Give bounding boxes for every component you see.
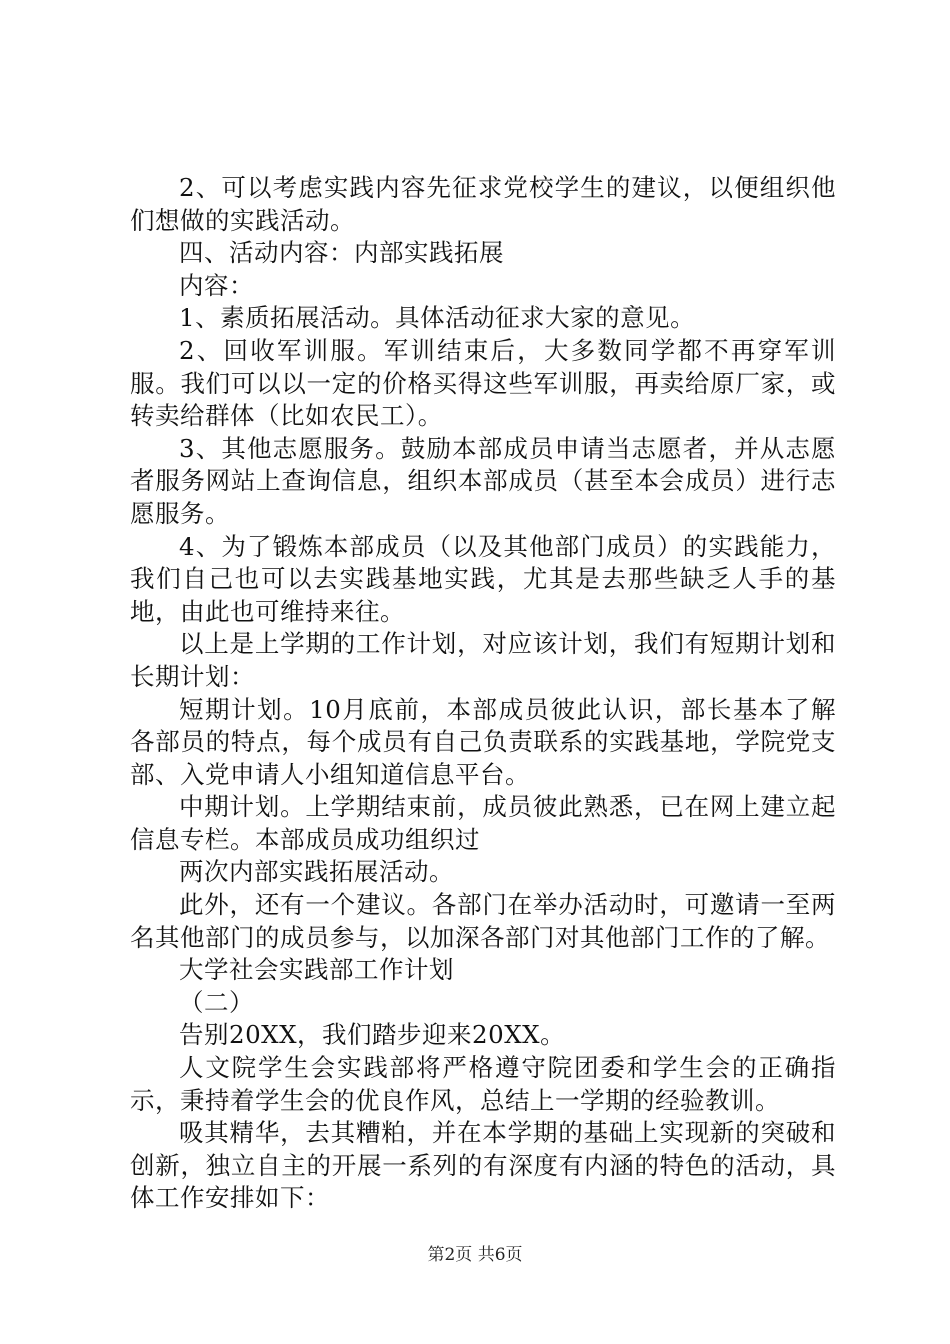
- paragraph-content-label: 内容：: [179, 270, 254, 300]
- paragraph-work-arrangement: 吸其精华，去其糟粕，并在本学期的基础上实现新的突破和创新，独立自主的开展一系列的有深度有内涵的特色的活动，具体工作安排如下：: [130, 1118, 836, 1213]
- paragraph-item-1: 1、素质拓展活动。具体活动征求大家的意见。: [179, 303, 696, 333]
- paragraph-department-intro: 人文院学生会实践部将严格遵守院团委和学生会的正确指示，秉持着学生会的优良作风，总结上一学期的经验教训。: [130, 1053, 836, 1115]
- page-number-footer: 第2页 共6页: [427, 1245, 523, 1265]
- paragraph-short-term-plan: 短期计划。10月底前，本部成员彼此认识，部长基本了解各部员的特点，每个成员有自己负责联系的实践基地，学院党支部、入党申请人小组知道信息平台。: [130, 694, 836, 789]
- paragraph-farewell: 告别20XX，我们踏步迎来20XX。: [179, 1020, 566, 1050]
- paragraph-mid-term-plan-cont: 两次内部实践拓展活动。: [179, 857, 454, 887]
- paragraph-mid-term-plan: 中期计划。上学期结束前，成员彼此熟悉，已在网上建立起信息专栏。本部成员成功组织过: [130, 792, 836, 854]
- document-section-title: 大学社会实践部工作计划: [179, 955, 454, 985]
- paragraph-item-2: 2、回收军训服。军训结束后，大多数同学都不再穿军训服。我们可以以一定的价格买得这些军训服，再卖给原厂家，或转卖给群体（比如农民工）。: [130, 335, 836, 431]
- section-heading-activity: 四、活动内容：内部实践拓展: [179, 238, 504, 268]
- paragraph-suggestion-2: 2、可以考虑实践内容先征求党校学生的建议，以便组织他们想做的实践活动。: [130, 173, 836, 235]
- document-section-number: （二）: [179, 987, 254, 1017]
- paragraph-suggestion-extra: 此外，还有一个建议。各部门在举办活动时，可邀请一至两名其他部门的成员参与，以加深各部门对其他部门工作的了解。: [130, 890, 836, 952]
- paragraph-plan-intro: 以上是上学期的工作计划，对应该计划，我们有短期计划和长期计划：: [130, 629, 836, 691]
- paragraph-item-3: 3、其他志愿服务。鼓励本部成员申请当志愿者，并从志愿者服务网站上查询信息，组织本部成员（甚至本会成员）进行志愿服务。: [130, 433, 836, 528]
- paragraph-item-4: 4、为了锻炼本部成员（以及其他部门成员）的实践能力，我们自己也可以去实践基地实践，尤其是去那些缺乏人手的基地，由此也可维持来往。: [130, 531, 836, 626]
- document-body: [130, 172, 836, 1215]
